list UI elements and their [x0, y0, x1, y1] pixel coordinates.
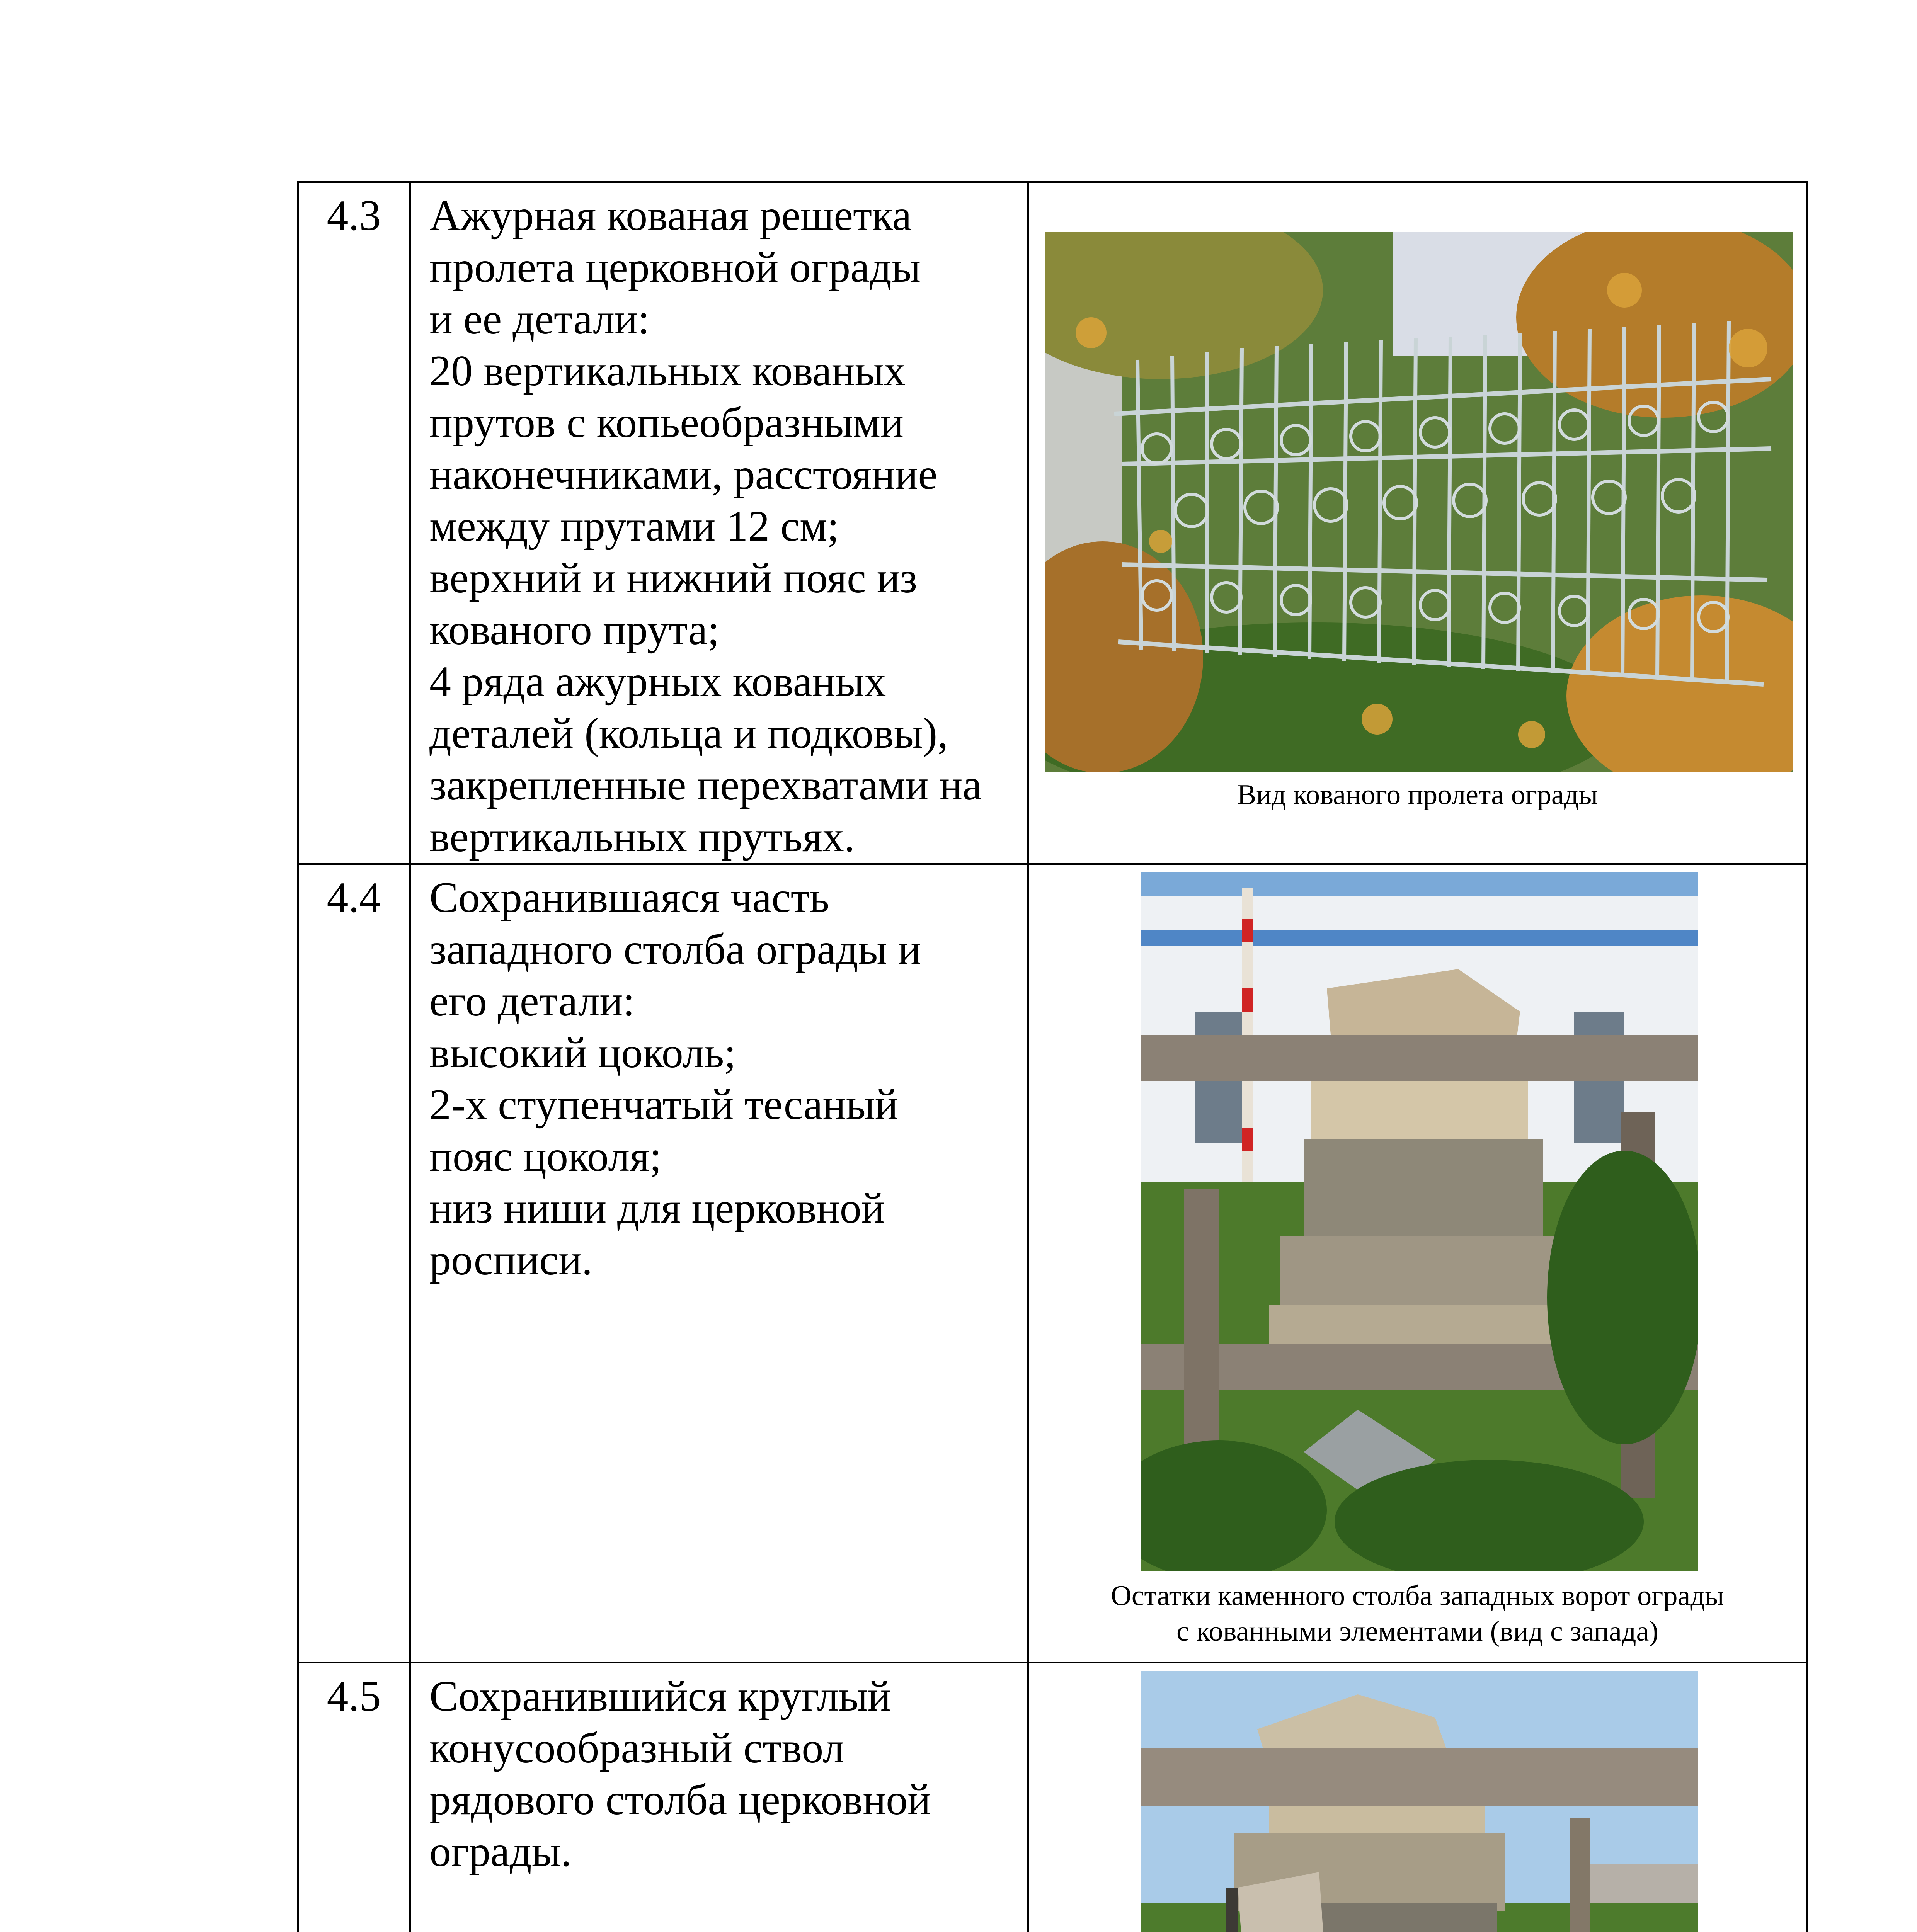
caption-line: с кованными элементами (вид с запада): [1176, 1616, 1659, 1647]
description-line: западного столба ограды и: [429, 925, 921, 973]
photo-cell: [1028, 182, 1807, 864]
photo-caption: [1029, 777, 1806, 813]
description-line: конусообразный ствол: [429, 1724, 844, 1772]
description-line: закрепленные перехватами на: [429, 761, 982, 809]
photo-caption: [1029, 1578, 1806, 1649]
description-line: пояс цоколя;: [429, 1133, 662, 1180]
row-number-cell: [298, 1663, 410, 1932]
description-line: ограды.: [429, 1828, 572, 1876]
description: [411, 183, 1027, 863]
photo-cell: [1028, 864, 1807, 1663]
description-line: и ее детали:: [429, 295, 650, 343]
description-cell: [410, 182, 1028, 864]
description-line: 2-х ступенчатый тесаный: [429, 1081, 898, 1129]
table-row: [298, 864, 1807, 1663]
row-number: 4.5: [327, 1672, 381, 1720]
row-number-cell: [298, 182, 410, 864]
caption-line: Остатки каменного столба западных ворот ограды: [1111, 1580, 1724, 1612]
description-line: рядового столба церковной: [429, 1776, 931, 1824]
description-line: между прутами 12 см;: [429, 502, 839, 550]
description-line: низ ниши для церковной: [429, 1184, 885, 1232]
description-cell: [410, 864, 1028, 1663]
photo-cell: [1028, 1663, 1807, 1932]
row-number: 4.3: [327, 192, 381, 240]
description: [411, 865, 1027, 1286]
description-line: Сохранившаяся часть: [429, 874, 829, 922]
description-line: 20 вертикальных кованых: [429, 347, 906, 395]
description-line: Сохранившийся круглый: [429, 1672, 891, 1720]
description-cell: [410, 1663, 1028, 1932]
row-number-cell: [298, 864, 410, 1663]
monument-elements-table: [297, 181, 1808, 1932]
conical-pillar-photo: [1141, 1671, 1698, 1932]
stone-gate-pillar-photo: [1141, 872, 1698, 1571]
row-number: 4.4: [327, 874, 381, 922]
description-line: наконечниками, расстояние: [429, 451, 938, 498]
description-line: росписи.: [429, 1236, 593, 1284]
description-line: 4 ряда ажурных кованых: [429, 658, 886, 706]
description-line: Ажурная кованая решетка: [429, 192, 912, 240]
description-line: верхний и нижний пояс из: [429, 554, 917, 602]
table-row: [298, 1663, 1807, 1932]
description: [411, 1663, 1027, 1878]
description-line: пролета церковной ограды: [429, 243, 921, 291]
description-line: высокий цоколь;: [429, 1029, 736, 1077]
caption-line: Вид кованого пролета ограды: [1237, 779, 1598, 811]
table-row: [298, 182, 1807, 864]
description-line: прутов с копьеобразными: [429, 399, 904, 447]
forged-fence-span-photo: [1045, 232, 1793, 772]
description-line: кованого прута;: [429, 606, 720, 654]
description-line: деталей (кольца и подковы),: [429, 709, 948, 757]
description-line: его детали:: [429, 977, 635, 1025]
description-line: вертикальных прутьях.: [429, 813, 855, 861]
